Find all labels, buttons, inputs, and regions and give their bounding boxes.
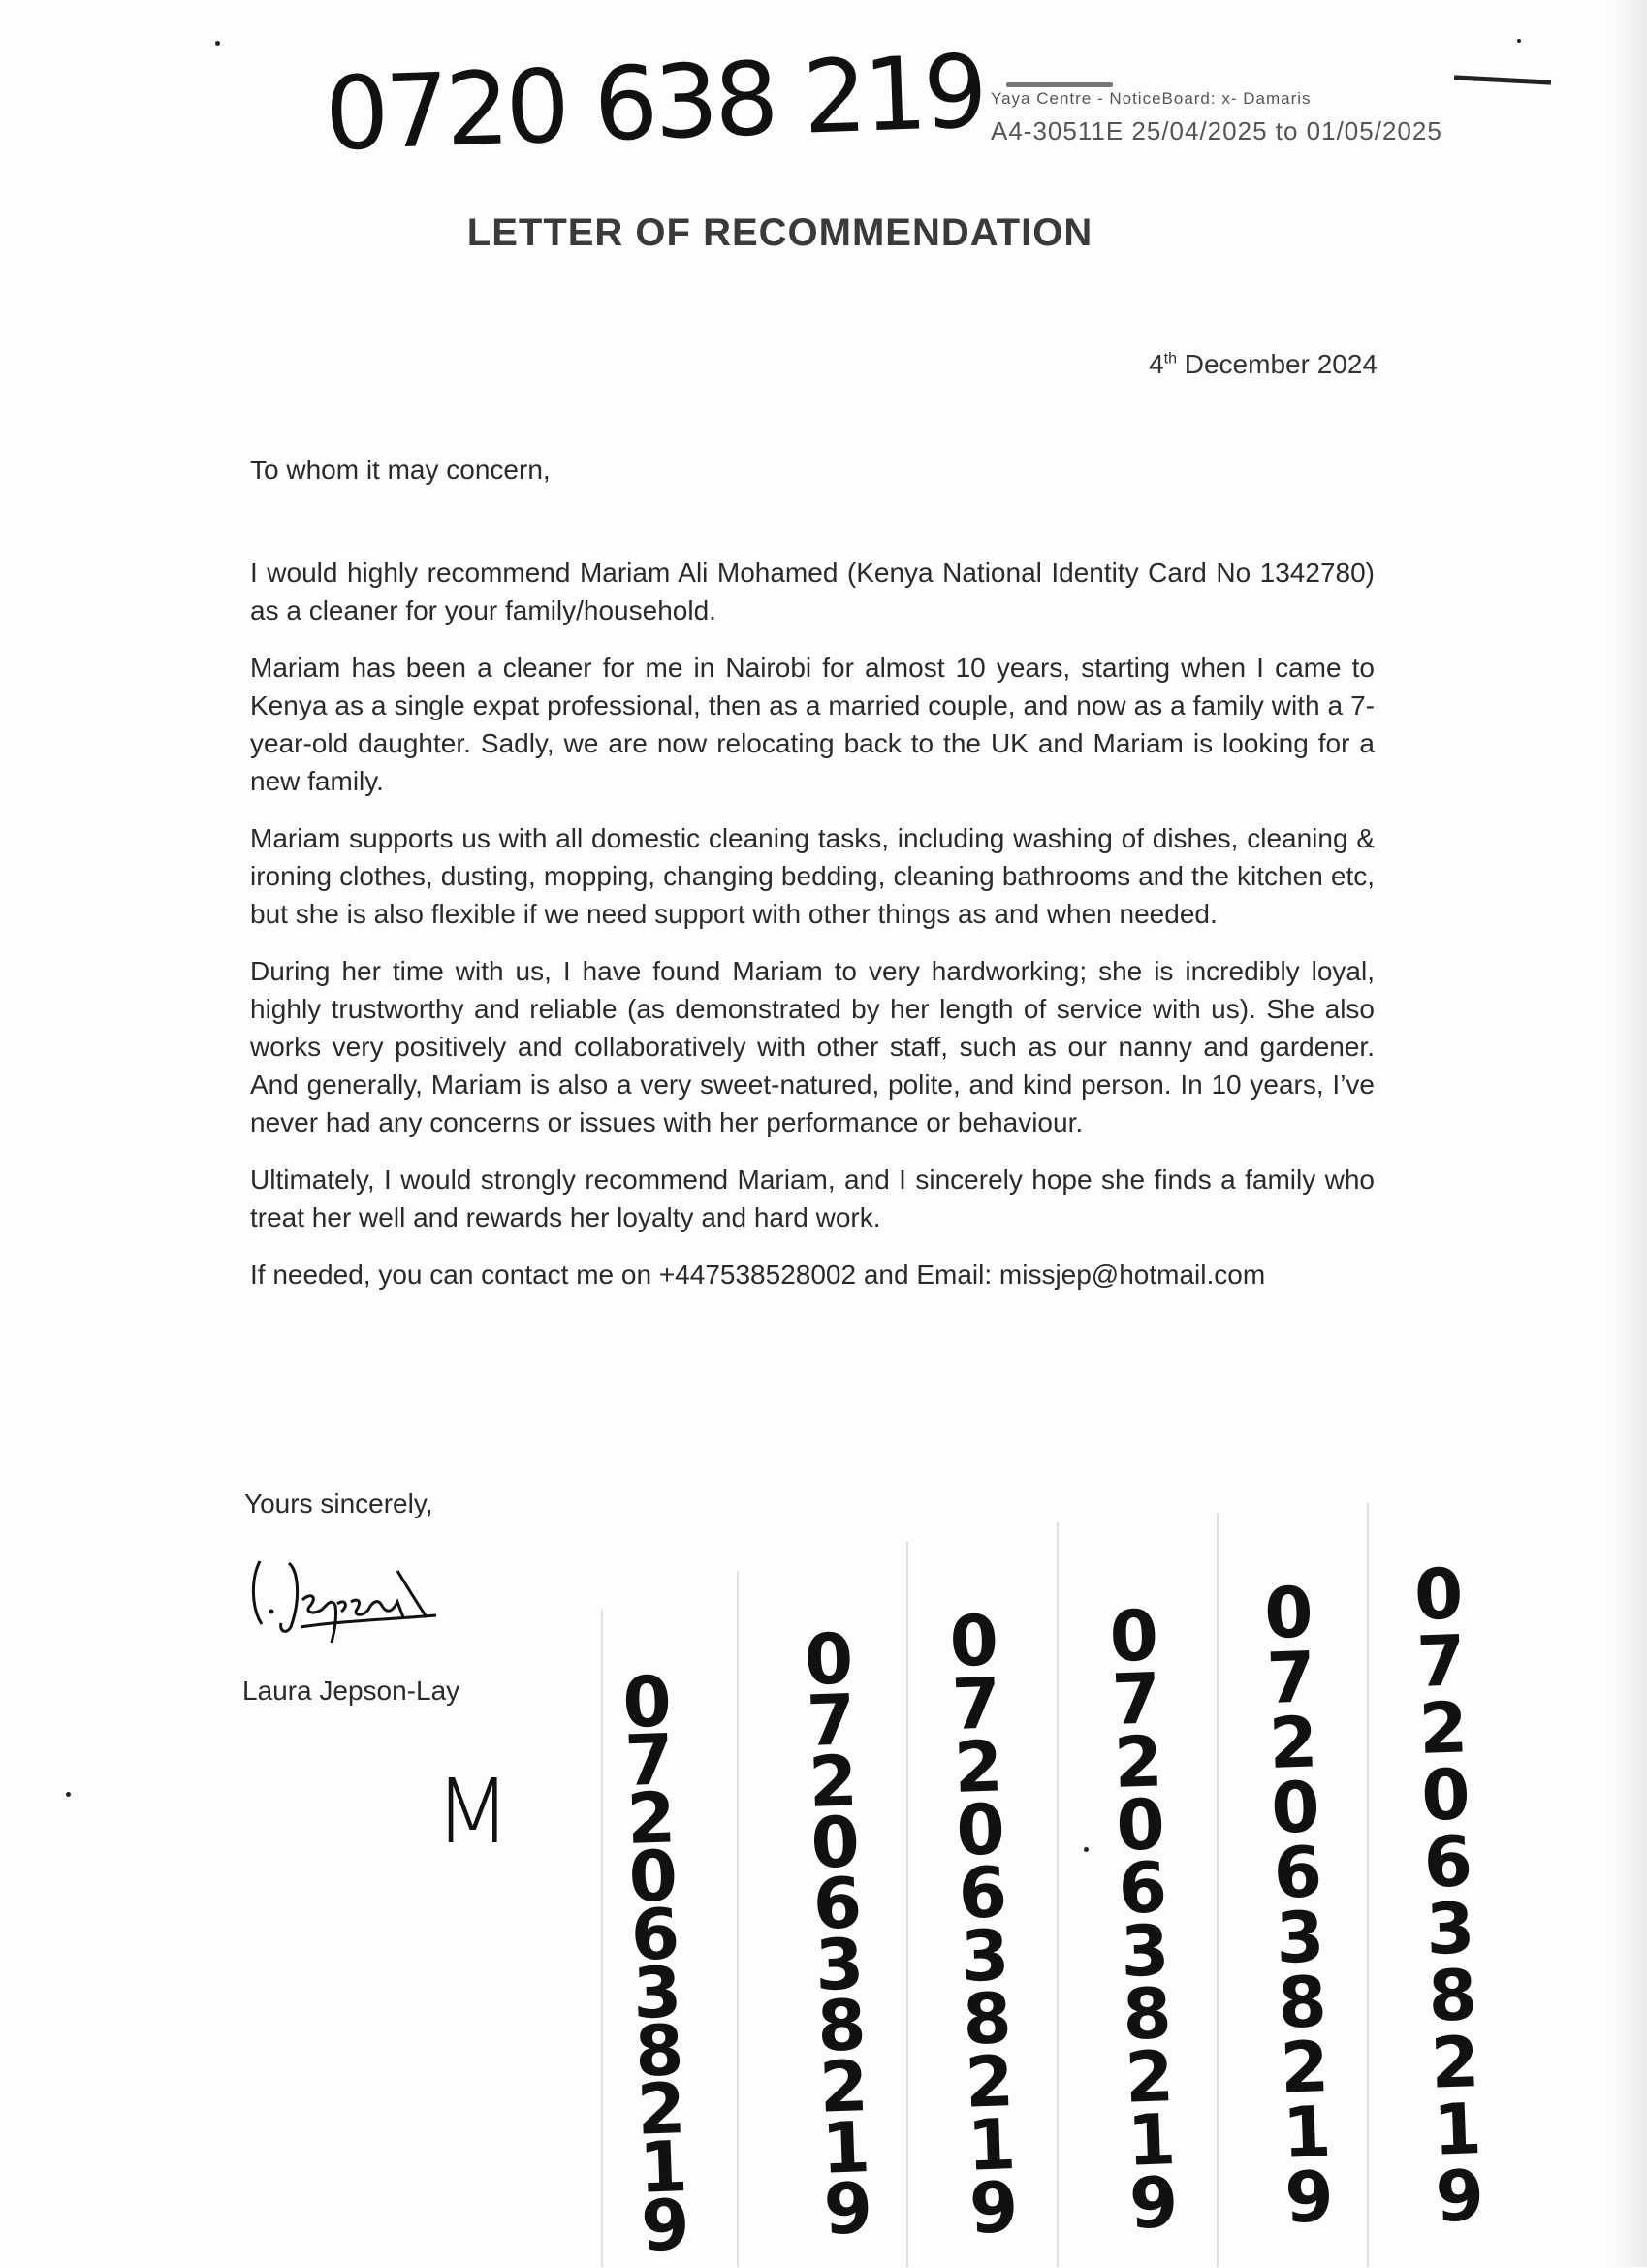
letter-title: LETTER OF RECOMMENDATION bbox=[466, 211, 1093, 254]
pen-mark bbox=[1454, 75, 1551, 84]
letter-body bbox=[250, 451, 1375, 1313]
noticeboard-stamp bbox=[991, 89, 1442, 146]
signature-image bbox=[242, 1542, 446, 1648]
signer-name: Laura Jepson-Lay bbox=[242, 1676, 460, 1706]
tear-off-number-6: 0 7 2 0 6 3 8 2 1 9 bbox=[1412, 1552, 1486, 2238]
paragraph-1: I would highly recommend Mariam Ali Mohamed (Kenya National Identity Card No 1342780) as a cleaner for your family/household. bbox=[250, 558, 1375, 625]
tear-off-number-4: 0 7 2 0 6 3 8 2 1 9 bbox=[1108, 1594, 1180, 2245]
scan-speck bbox=[1084, 1847, 1089, 1852]
scan-speck bbox=[215, 41, 220, 46]
date-rest: December 2024 bbox=[1176, 349, 1378, 379]
date-day: 4 bbox=[1149, 349, 1164, 379]
page-edge bbox=[1608, 0, 1647, 2267]
letter-date bbox=[1149, 349, 1378, 380]
paragraph-2: Mariam has been a cleaner for me in Nairobi for almost 10 years, starting when I came to Kenya as a single expat professional, then as a married couple, and now as a family with a 7-year-old daughter. Sadly, we are now relocating back to the UK and Mariam is looking for a new family. bbox=[250, 653, 1375, 796]
tear-off-number-5: 0 7 2 0 6 3 8 2 1 9 bbox=[1262, 1571, 1336, 2239]
stamp-line-1: Yaya Centre - NoticeBoard: x- Damaris bbox=[991, 89, 1312, 108]
paragraph-3: Mariam supports us with all domestic cleaning tasks, including washing of dishes, cleaning & ironing clothes, dusting, mopping, changing bedding, cleaning bathrooms and the kitchen etc, but she is also flexible if we need support with other things as and when needed. bbox=[250, 823, 1375, 929]
date-suffix: th bbox=[1163, 350, 1177, 367]
tear-strip-line bbox=[906, 1542, 908, 2267]
tear-strip-line bbox=[1367, 1503, 1369, 2267]
tear-off-number-3: 0 7 2 0 6 3 8 2 1 9 bbox=[948, 1599, 1020, 2250]
paragraph-4: During her time with us, I have found Mariam to very hardworking; she is incredibly loyal, highly trustworthy and reliable (as demonstrated by her length of service with us). She also works very positively and collaboratively with other staff, such as our nanny and gardener. And generally, Mariam is also a very sweet-natured, polite, and kind person. In 10 years, I’ve never had any concerns or issues with her performance or behaviour. bbox=[250, 956, 1375, 1137]
tear-strip-line bbox=[737, 1571, 739, 2267]
tear-off-number-1: 0 7 2 0 6 3 8 2 1 9 bbox=[621, 1660, 691, 2267]
stamp-line-2: A4-30511E 25/04/2025 to 01/05/2025 bbox=[991, 116, 1442, 145]
stamp-bar bbox=[1006, 82, 1113, 87]
handwritten-phone-number: 0720 638 219 bbox=[323, 32, 986, 174]
tear-strip-line bbox=[1217, 1513, 1219, 2267]
tear-strip-line bbox=[1057, 1522, 1059, 2267]
handwritten-initial: M bbox=[434, 1760, 512, 1864]
closing: Yours sincerely, bbox=[244, 1488, 433, 1518]
scan-speck bbox=[66, 1792, 71, 1797]
tear-off-number-2: 0 7 2 0 6 3 8 2 1 9 bbox=[803, 1617, 874, 2251]
salutation: To whom it may concern, bbox=[250, 455, 551, 485]
paragraph-5: Ultimately, I would strongly recommend Mariam, and I sincerely hope she finds a family who treat her well and rewards her loyalty and hard work. bbox=[250, 1165, 1375, 1232]
scan-speck bbox=[1517, 39, 1521, 43]
contact-line: If needed, you can contact me on +447538528002 and Email: missjep@hotmail.com bbox=[250, 1260, 1266, 1290]
